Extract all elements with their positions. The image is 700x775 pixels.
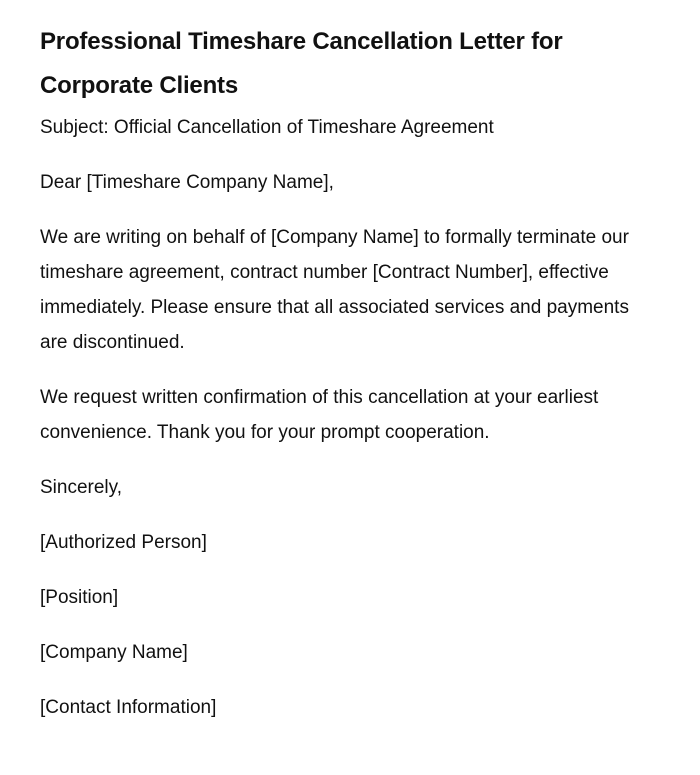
signature-position: [Position] — [40, 587, 119, 608]
body-paragraph-2: We request written confirmation of this cancellation at your earliest convenience. Thank you for your prompt cooperation. — [40, 387, 599, 443]
body-paragraph-1: We are writing on behalf of [Company Name] to formally terminate our timeshare agreement, contract number [Contract Number], effective immediately. Please ensure that all associated services and payments are discontinued. — [40, 227, 629, 353]
subject-line: Subject: Official Cancellation of Timeshare Agreement — [40, 117, 494, 138]
document-title: Professional Timeshare Cancellation Letter for Corporate Clients — [40, 28, 563, 99]
signature-contact: [Contact Information] — [40, 697, 217, 718]
signature-name: [Authorized Person] — [40, 532, 207, 553]
closing: Sincerely, — [40, 477, 123, 498]
salutation: Dear [Timeshare Company Name], — [40, 172, 334, 193]
signature-company: [Company Name] — [40, 642, 188, 663]
letter-document — [40, 20, 650, 725]
